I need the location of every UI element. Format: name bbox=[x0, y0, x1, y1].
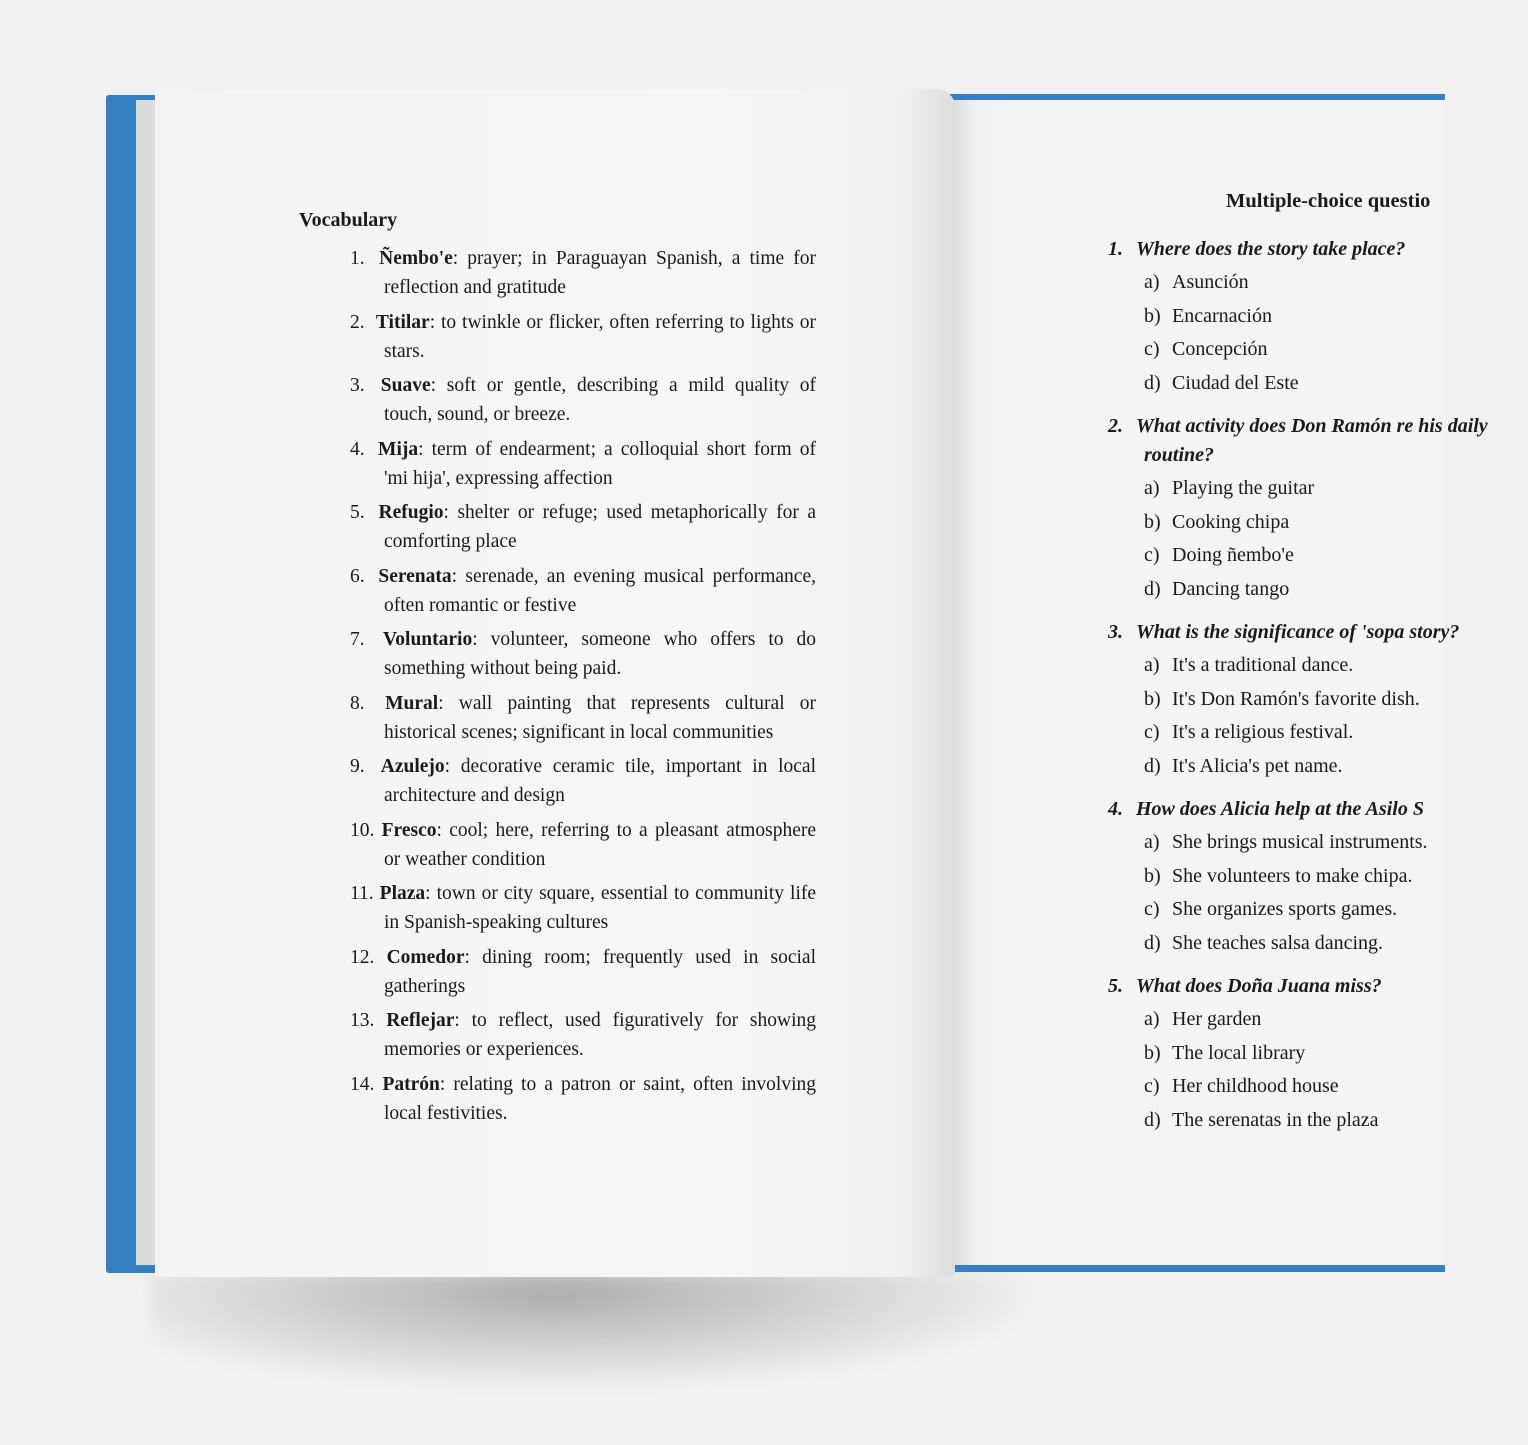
option-text: Concepción bbox=[1172, 338, 1268, 360]
answer-option bbox=[1108, 893, 1528, 927]
vocab-item bbox=[350, 562, 816, 620]
vocabulary-list bbox=[350, 244, 816, 1133]
question-number: 3. bbox=[1108, 621, 1123, 643]
vocab-definition: : town or city square, essential to community life in Spanish-speaking cultures bbox=[384, 883, 817, 933]
answer-option bbox=[1108, 683, 1528, 717]
mcq-item bbox=[1108, 618, 1528, 783]
question-text bbox=[1108, 235, 1528, 264]
mcq-item bbox=[1108, 972, 1528, 1137]
question-label: What activity does Don Ramón re his daily routine? bbox=[1136, 415, 1488, 466]
question-label: What does Doña Juana miss? bbox=[1136, 975, 1382, 997]
option-text: Her garden bbox=[1172, 1008, 1262, 1030]
vocab-item bbox=[350, 689, 816, 747]
vocab-definition: : to reflect, used figuratively for showing memories or experiences. bbox=[384, 1010, 816, 1060]
vocab-term: Suave bbox=[380, 375, 431, 396]
vocab-item bbox=[350, 879, 816, 937]
option-text: It's a religious festival. bbox=[1172, 721, 1354, 743]
vocab-number: 13. bbox=[350, 1010, 375, 1031]
vocab-term: Fresco bbox=[381, 819, 437, 841]
option-text: Doing ñembo'e bbox=[1172, 544, 1294, 566]
option-letter: b) bbox=[1144, 864, 1161, 887]
option-letter: d) bbox=[1144, 1108, 1161, 1131]
vocab-item bbox=[350, 435, 816, 493]
option-letter: b) bbox=[1144, 304, 1161, 327]
option-text: The local library bbox=[1172, 1041, 1306, 1064]
vocab-term: Voluntario bbox=[383, 629, 473, 650]
answer-option bbox=[1108, 1037, 1528, 1071]
question-text bbox=[1108, 795, 1528, 824]
vocab-number: 8. bbox=[350, 692, 365, 714]
question-number: 4. bbox=[1108, 798, 1123, 820]
vocab-item bbox=[350, 308, 816, 366]
option-text: It's Alicia's pet name. bbox=[1172, 754, 1343, 777]
option-text: Her childhood house bbox=[1172, 1075, 1339, 1097]
option-letter: d) bbox=[1144, 371, 1161, 394]
answer-option bbox=[1108, 716, 1528, 750]
answer-option bbox=[1108, 826, 1528, 860]
vocab-definition: : wall painting that represents cultural or historical scenes; significant in local communities bbox=[384, 692, 816, 743]
vocab-term: Mija bbox=[378, 438, 419, 460]
vocab-definition: : volunteer, someone who offers to do something without being paid. bbox=[384, 629, 817, 679]
option-letter: c) bbox=[1144, 544, 1160, 566]
vocab-definition: : term of endearment; a colloquial short form of 'mi hija', expressing affection bbox=[384, 438, 816, 489]
option-text: She brings musical instruments. bbox=[1172, 831, 1428, 853]
vocab-item bbox=[350, 498, 816, 556]
option-text: It's a traditional dance. bbox=[1172, 654, 1354, 676]
vocab-number: 7. bbox=[350, 629, 365, 650]
question-number: 5. bbox=[1108, 975, 1123, 997]
answer-option bbox=[1108, 1003, 1528, 1037]
vocab-item bbox=[350, 943, 816, 1001]
answer-option bbox=[1108, 300, 1528, 334]
vocab-definition: : cool; here, referring to a pleasant atmosphere or weather condition bbox=[384, 819, 816, 870]
mcq-item bbox=[1108, 235, 1528, 400]
option-text: Cooking chipa bbox=[1172, 510, 1290, 533]
book-shadow bbox=[150, 1270, 1050, 1390]
option-letter: a) bbox=[1144, 654, 1160, 676]
vocab-item bbox=[350, 1006, 816, 1064]
vocab-definition: : prayer; in Paraguayan Spanish, a time for reflection and gratitude bbox=[384, 248, 817, 298]
vocab-term: Azulejo bbox=[380, 756, 445, 777]
vocab-definition: : soft or gentle, describing a mild quality of touch, sound, or breeze. bbox=[384, 375, 816, 425]
mcq-item bbox=[1108, 412, 1528, 606]
question-number: 1. bbox=[1108, 238, 1123, 260]
vocab-definition: : serenade, an evening musical performance, often romantic or festive bbox=[384, 565, 816, 616]
question-label: What is the significance of 'sopa story? bbox=[1136, 621, 1460, 643]
answer-option bbox=[1108, 367, 1528, 401]
answer-option bbox=[1108, 860, 1528, 894]
option-text: Playing the guitar bbox=[1172, 477, 1315, 499]
answer-option bbox=[1108, 506, 1528, 540]
vocabulary-heading: Vocabulary bbox=[299, 209, 398, 231]
option-list bbox=[1108, 472, 1528, 606]
option-letter: a) bbox=[1144, 477, 1160, 499]
option-list bbox=[1108, 266, 1528, 400]
question-text bbox=[1108, 412, 1528, 470]
option-list bbox=[1108, 649, 1528, 783]
vocab-number: 12. bbox=[350, 946, 375, 968]
vocab-number: 5. bbox=[350, 502, 365, 523]
answer-option bbox=[1108, 266, 1528, 300]
vocab-item bbox=[350, 371, 816, 429]
option-list bbox=[1108, 826, 1528, 960]
vocab-term: Refugio bbox=[378, 502, 444, 523]
vocab-number: 10. bbox=[350, 819, 375, 841]
option-letter: d) bbox=[1144, 577, 1161, 600]
answer-option bbox=[1108, 750, 1528, 784]
vocab-term: Ñembo'e bbox=[379, 248, 453, 269]
option-text: Dancing tango bbox=[1172, 577, 1290, 600]
question-number: 2. bbox=[1108, 415, 1123, 437]
option-letter: a) bbox=[1144, 271, 1160, 293]
vocab-definition: : to twinkle or flicker, often referring to lights or stars. bbox=[384, 311, 816, 362]
answer-option bbox=[1108, 472, 1528, 506]
question-text bbox=[1108, 972, 1528, 1001]
mcq-item bbox=[1108, 795, 1528, 960]
answer-option bbox=[1108, 539, 1528, 573]
vocab-term: Plaza bbox=[379, 883, 426, 904]
answer-option bbox=[1108, 649, 1528, 683]
option-letter: b) bbox=[1144, 510, 1161, 533]
option-letter: c) bbox=[1144, 721, 1160, 743]
vocab-number: 2. bbox=[350, 311, 365, 333]
option-text: Ciudad del Este bbox=[1172, 371, 1299, 394]
option-text: She organizes sports games. bbox=[1172, 898, 1398, 920]
option-letter: b) bbox=[1144, 1041, 1161, 1064]
option-letter: c) bbox=[1144, 1075, 1160, 1097]
answer-option bbox=[1108, 333, 1528, 367]
option-list bbox=[1108, 1003, 1528, 1137]
mcq-heading: Multiple-choice questio bbox=[1226, 190, 1431, 212]
vocab-number: 6. bbox=[350, 565, 365, 587]
answer-option bbox=[1108, 573, 1528, 607]
question-text bbox=[1108, 618, 1528, 647]
vocab-definition: : dining room; frequently used in social gatherings bbox=[384, 946, 816, 997]
option-text: The serenatas in the plaza bbox=[1172, 1108, 1379, 1131]
vocab-item bbox=[350, 625, 816, 683]
vocab-item bbox=[350, 816, 816, 874]
answer-option bbox=[1108, 1070, 1528, 1104]
vocab-term: Serenata bbox=[378, 565, 452, 587]
question-label: Where does the story take place? bbox=[1136, 238, 1406, 260]
vocab-number: 3. bbox=[350, 375, 365, 396]
vocab-term: Titilar bbox=[375, 311, 430, 333]
vocab-term: Reflejar bbox=[386, 1010, 455, 1031]
answer-option bbox=[1108, 1104, 1528, 1138]
vocab-definition: : decorative ceramic tile, important in local architecture and design bbox=[384, 756, 817, 806]
mcq-list bbox=[1108, 235, 1528, 1149]
vocab-number: 14. bbox=[350, 1073, 375, 1095]
vocab-item bbox=[350, 752, 816, 810]
option-letter: a) bbox=[1144, 831, 1160, 853]
vocab-term: Patrón bbox=[382, 1073, 440, 1095]
vocab-number: 4. bbox=[350, 438, 365, 460]
vocab-definition: : shelter or refuge; used metaphorically for a comforting place bbox=[384, 502, 816, 552]
option-letter: b) bbox=[1144, 687, 1161, 710]
vocab-term: Comedor bbox=[386, 946, 465, 968]
option-letter: d) bbox=[1144, 931, 1161, 954]
option-text: It's Don Ramón's favorite dish. bbox=[1172, 687, 1420, 710]
option-letter: c) bbox=[1144, 338, 1160, 360]
vocab-definition: : relating to a patron or saint, often involving local festivities. bbox=[384, 1073, 816, 1124]
left-page bbox=[155, 89, 955, 1277]
answer-option bbox=[1108, 927, 1528, 961]
vocab-item bbox=[350, 1070, 816, 1128]
option-letter: c) bbox=[1144, 898, 1160, 920]
vocab-number: 11. bbox=[350, 883, 374, 904]
option-text: She teaches salsa dancing. bbox=[1172, 931, 1384, 954]
option-text: She volunteers to make chipa. bbox=[1172, 864, 1413, 887]
option-letter: d) bbox=[1144, 754, 1161, 777]
vocab-item bbox=[350, 244, 816, 302]
right-page bbox=[955, 100, 1488, 1265]
option-text: Encarnación bbox=[1172, 304, 1272, 327]
vocab-term: Mural bbox=[385, 692, 439, 714]
vocab-number: 1. bbox=[350, 248, 365, 269]
option-letter: a) bbox=[1144, 1008, 1160, 1030]
question-label: How does Alicia help at the Asilo S bbox=[1136, 798, 1424, 820]
option-text: Asunción bbox=[1172, 271, 1249, 293]
vocab-number: 9. bbox=[350, 756, 365, 777]
